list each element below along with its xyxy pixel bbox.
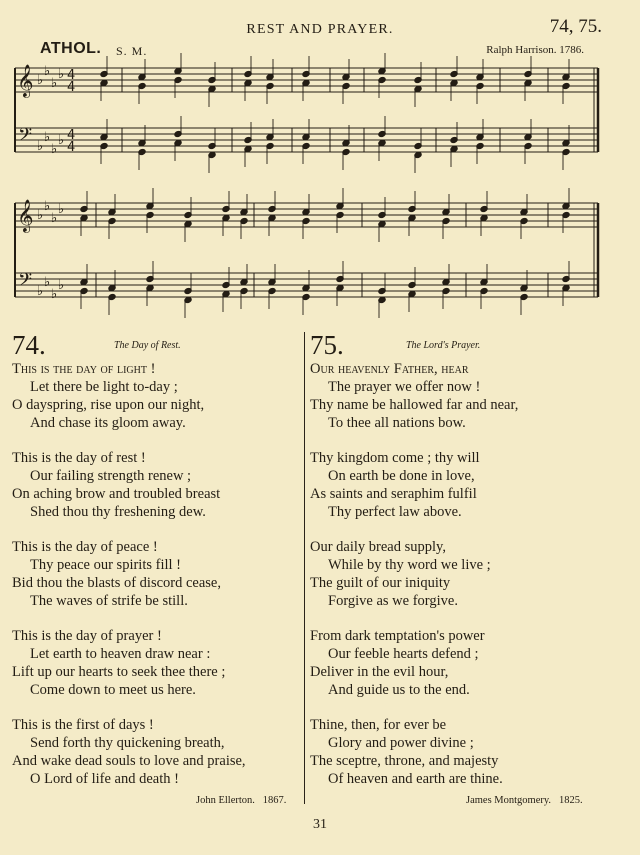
running-title: REST AND PRAYER. xyxy=(246,22,394,37)
author-year: 1825. xyxy=(558,795,583,806)
verse-line: Thy perfect law above. xyxy=(328,504,462,520)
stanza xyxy=(12,360,302,432)
verse-line: Our daily bread supply, xyxy=(310,539,446,555)
stanza xyxy=(310,538,610,610)
tune-name: ATHOL. xyxy=(40,40,102,57)
verse-line: And guide us to the end. xyxy=(328,682,470,698)
flat-icon: ♭ xyxy=(51,287,58,302)
verse-line: On earth be done in love, xyxy=(328,468,475,484)
hymn-title: The Day of Rest. xyxy=(114,340,181,351)
hymn-numbers: 74, 75. xyxy=(549,16,602,37)
verse-line: Our heavenly Father, hear xyxy=(310,361,469,377)
composer-year: 1786. xyxy=(559,44,584,56)
bass-clef-icon: 𝄢 xyxy=(18,270,33,295)
verse-line: And wake dead souls to love and praise, xyxy=(12,753,246,769)
author-name: John Ellerton. xyxy=(196,795,255,806)
verse-line: Bid thou the blasts of discord cease, xyxy=(12,575,221,591)
stanza xyxy=(310,360,610,432)
verse-line: This is the first of days ! xyxy=(12,717,154,733)
flat-icon: ♭ xyxy=(58,202,65,217)
verse-line: O Lord of life and death ! xyxy=(30,771,179,787)
flat-icon: ♭ xyxy=(37,284,44,299)
verse-line: And chase its gloom away. xyxy=(30,415,186,431)
hymn-title: The Lord's Prayer. xyxy=(406,340,481,351)
time-signature: 4 xyxy=(67,68,76,83)
flat-icon: ♭ xyxy=(58,67,65,82)
verse-line: Glory and power divine ; xyxy=(328,735,474,751)
stanza xyxy=(12,449,302,521)
flat-icon: ♭ xyxy=(58,278,65,293)
column-divider xyxy=(304,332,305,804)
hymn-text xyxy=(310,360,610,788)
verse-line: The sceptre, throne, and majesty xyxy=(310,753,499,769)
page-number: 31 xyxy=(313,817,327,832)
verse-line: The prayer we offer now ! xyxy=(328,379,481,395)
verse-line: Let earth to heaven draw near : xyxy=(30,646,211,662)
verse-line: Thy kingdom come ; thy will xyxy=(310,450,480,466)
verse-line: O dayspring, rise upon our night, xyxy=(12,397,205,413)
stanza xyxy=(12,716,302,788)
stanza xyxy=(12,627,302,699)
verse-line: The guilt of our iniquity xyxy=(310,575,451,591)
hymn-number: 75. xyxy=(310,330,344,360)
flat-icon: ♭ xyxy=(44,275,51,290)
treble-clef-icon: 𝄞 xyxy=(17,199,34,232)
author-name: James Montgomery. xyxy=(466,795,552,806)
verse-line: This is the day of prayer ! xyxy=(12,628,162,644)
stanza xyxy=(310,449,610,521)
stanza xyxy=(310,716,610,788)
verse-line: Our feeble hearts defend ; xyxy=(328,646,479,662)
verse-line: Send forth thy quickening breath, xyxy=(30,735,225,751)
tune-meter: S. M. xyxy=(116,44,148,58)
flat-icon: ♭ xyxy=(44,130,51,145)
flat-icon: ♭ xyxy=(58,133,65,148)
verse-line: Forgive as we forgive. xyxy=(328,593,458,609)
verse-line: Deliver in the evil hour, xyxy=(310,664,449,680)
hymn-number: 74. xyxy=(12,330,46,360)
verse-line: To thee all nations bow. xyxy=(328,415,466,431)
score-staves xyxy=(15,53,598,318)
verse-line: On aching brow and troubled breast xyxy=(12,486,221,502)
verse-line: Thine, then, for ever be xyxy=(310,717,447,733)
bass-clef-icon: 𝄢 xyxy=(18,125,33,150)
flat-icon: ♭ xyxy=(37,208,44,223)
hymn-75-author xyxy=(466,795,583,806)
verse-line: Thy name be hallowed far and near, xyxy=(310,397,519,413)
hymn-75 xyxy=(310,332,610,805)
time-signature: 4 xyxy=(67,80,76,95)
author-year: 1867. xyxy=(262,795,287,806)
flat-icon: ♭ xyxy=(51,76,58,91)
treble-clef-icon: 𝄞 xyxy=(17,64,34,97)
flat-icon: ♭ xyxy=(37,139,44,154)
composer-name: Ralph Harrison. xyxy=(486,44,557,56)
hymn-text xyxy=(12,360,302,788)
verse-line: Our failing strength renew ; xyxy=(30,468,192,484)
flat-icon: ♭ xyxy=(51,142,58,157)
verse-line: This is the day of light ! xyxy=(12,361,156,377)
music-score xyxy=(0,0,640,320)
verse-line: From dark temptation's power xyxy=(310,628,485,644)
verse-line: Thy peace our spirits fill ! xyxy=(30,557,181,573)
time-signature: 4 xyxy=(67,140,76,155)
hymn-74 xyxy=(12,332,302,805)
verse-line: Of heaven and earth are thine. xyxy=(328,771,503,787)
time-signature: 4 xyxy=(67,128,76,143)
hymn-74-author xyxy=(196,795,286,806)
stanza xyxy=(12,538,302,610)
flat-icon: ♭ xyxy=(37,73,44,88)
verse-line: Come down to meet us here. xyxy=(30,682,196,698)
flat-icon: ♭ xyxy=(51,211,58,226)
verse-line: This is the day of rest ! xyxy=(12,450,146,466)
verse-line: Shed thou thy freshening dew. xyxy=(30,504,206,520)
verse-line: Let there be light to-day ; xyxy=(30,379,178,395)
verse-line: Lift up our hearts to seek thee there ; xyxy=(12,664,226,680)
flat-icon: ♭ xyxy=(44,199,51,214)
stanza xyxy=(310,627,610,699)
verse-line: This is the day of peace ! xyxy=(12,539,158,555)
verse-line: As saints and seraphim fulfil xyxy=(310,486,477,502)
verse-line: The waves of strife be still. xyxy=(30,593,188,609)
verse-line: While by thy word we live ; xyxy=(328,557,491,573)
flat-icon: ♭ xyxy=(44,64,51,79)
